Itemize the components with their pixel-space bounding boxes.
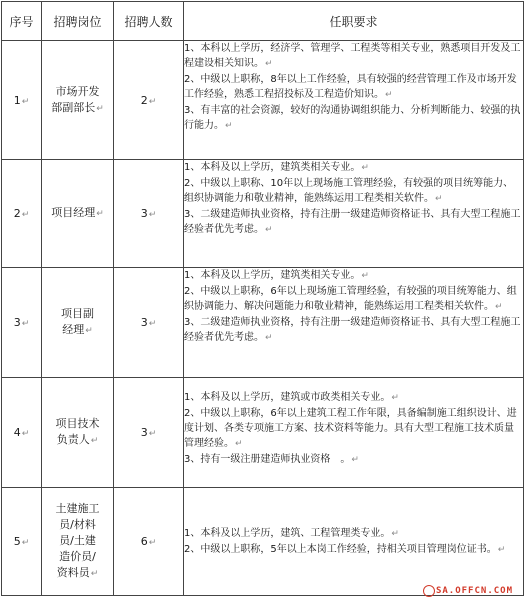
watermark: SA.OFFCN.COM: [435, 586, 513, 596]
return-mark: ↵: [21, 210, 30, 220]
return-mark: ↵: [148, 96, 157, 107]
position-line: 经理: [62, 323, 85, 336]
return-mark: ↵: [385, 90, 393, 100]
position-cell: [42, 378, 114, 488]
return-mark: ↵: [96, 209, 104, 219]
count-cell: [114, 488, 184, 596]
return-mark: ↵: [148, 319, 157, 329]
return-mark: ↵: [85, 326, 93, 336]
row-no: [2, 378, 42, 488]
return-mark: ↵: [148, 429, 157, 439]
requirement-item: 2、中级以上职称，5年以上本岗工作经验，持相关项目管理岗位证书。↵: [184, 543, 506, 555]
row-no-value: 4: [13, 426, 21, 439]
position-line: 项目经理: [51, 206, 96, 219]
return-mark: ↵: [21, 538, 30, 548]
requirements-cell: [184, 378, 524, 488]
position-line: 资料员: [56, 566, 90, 579]
requirement-item: 1、本科及以上学历，建筑或市政类相关专业。↵: [184, 392, 399, 403]
requirements-cell: [184, 488, 524, 596]
position-line: 员/土建: [59, 534, 96, 547]
position-cell: [42, 41, 114, 160]
position-line: 负责人: [56, 433, 90, 446]
return-mark: ↵: [265, 225, 273, 235]
row-no-value: 3: [13, 316, 21, 329]
requirement-item: 3、有丰富的社会资源，较好的沟通协调组织能力、分析判断能力、较强的执行能力。↵: [184, 105, 521, 131]
table-row: [2, 268, 524, 378]
row-no: [2, 488, 42, 596]
recruitment-table: [1, 1, 524, 596]
count-value: 6: [140, 535, 148, 548]
return-mark: ↵: [351, 455, 359, 465]
header-position: 招聘岗位: [42, 2, 114, 41]
header-count: 招聘人数: [114, 2, 184, 41]
position-cell: [42, 268, 114, 378]
return-mark: ↵: [361, 271, 369, 281]
position-line: 造价员/: [59, 550, 96, 563]
row-no: [2, 268, 42, 378]
return-mark: ↵: [265, 333, 273, 343]
header-no: 序号: [2, 2, 42, 41]
return-mark: ↵: [391, 393, 399, 403]
watermark-logo-icon: [423, 585, 435, 597]
table-row: [2, 378, 524, 488]
row-no: [2, 160, 42, 268]
position-line: 项目副: [61, 307, 94, 320]
return-mark: ↵: [497, 544, 506, 555]
requirement-item: 3、持有一级注册建造师执业资格 。↵: [184, 454, 359, 465]
position-line: 项目技术: [55, 417, 100, 430]
return-mark: ↵: [148, 210, 157, 220]
requirement-item: 2、中级以上职称，6年以上建筑工程工作年限，具备编制施工组织设计、进度计划、各类专项施工方案、技术资料等能力。具有大型工程施工技术质量管理经验。↵: [184, 408, 517, 449]
return-mark: ↵: [225, 121, 233, 131]
return-mark: ↵: [148, 538, 157, 548]
row-no-value: 5: [13, 535, 21, 548]
return-mark: ↵: [235, 439, 243, 449]
return-mark: ↵: [265, 59, 273, 69]
return-mark: ↵: [21, 429, 30, 439]
count-cell: [114, 160, 184, 268]
requirement-item: 1、本科以上学历，经济学、管理学、工程类等相关专业，熟悉项目开发及工程建设相关知识。↵: [184, 43, 521, 69]
requirements-cell: [184, 41, 524, 160]
count-cell: [114, 378, 184, 488]
count-value: 2: [140, 93, 148, 107]
return-mark: ↵: [391, 528, 399, 539]
table-row: [2, 41, 524, 160]
position-line: 员/材料: [59, 518, 96, 531]
count-cell: [114, 41, 184, 160]
return-mark: ↵: [90, 436, 99, 446]
return-mark: ↵: [361, 163, 369, 173]
table-header-row: [2, 2, 524, 41]
count-value: 3: [140, 426, 148, 439]
requirement-item: 1、本科及以上学历，建筑、工程管理类专业。↵: [184, 527, 399, 539]
count-value: 3: [140, 316, 148, 329]
count-value: 3: [140, 207, 148, 220]
requirement-item: 3、二级建造师执业资格，持有注册一级建造师资格证书、具有大型工程施工经验者优先考虑。↵: [184, 317, 521, 343]
return-mark: ↵: [435, 194, 443, 204]
count-cell: [114, 268, 184, 378]
position-cell: [42, 160, 114, 268]
position-cell: [42, 488, 114, 596]
position-line: 市场开发: [55, 84, 100, 98]
return-mark: ↵: [495, 302, 503, 312]
row-no-value: 2: [13, 207, 21, 220]
return-mark: ↵: [21, 96, 30, 107]
requirement-item: 2、中级以上职称、10年以上现场施工管理经验，有较强的项目统筹能力、组织协调能力和敬业精神，能熟练运用工程类相关软件。↵: [184, 178, 514, 204]
header-requirements: 任职要求: [184, 2, 524, 41]
return-mark: ↵: [96, 103, 104, 114]
requirements-cell: [184, 160, 524, 268]
return-mark: ↵: [21, 319, 30, 329]
table-row: [2, 488, 524, 596]
requirements-cell: [184, 268, 524, 378]
position-line: 土建施工: [55, 502, 100, 515]
table-row: [2, 160, 524, 268]
requirement-item: 2、中级以上职称，6年以上现场施工管理经验，有较强的项目统筹能力、组织协调能力、解决问题能力和敬业精神，能熟练运用工程类相关软件。↵: [184, 286, 517, 312]
row-no-value: 1: [13, 93, 21, 107]
position-line: 部副部长: [51, 100, 96, 114]
requirement-item: 1、本科及以上学历，建筑类相关专业。↵: [184, 270, 369, 281]
requirement-item: 3、二级建造师执业资格，持有注册一级建造师资格证书、具有大型工程施工经验者优先考虑。↵: [184, 209, 521, 235]
row-no: [2, 41, 42, 160]
requirement-item: 2、中级以上职称，8年以上工作经验，具有较强的经营管理工作及市场开发工作经验，熟悉工程招投标及工程造价知识。↵: [184, 74, 517, 100]
requirement-item: 1、本科及以上学历，建筑类相关专业。↵: [184, 162, 369, 173]
return-mark: ↵: [90, 569, 99, 579]
